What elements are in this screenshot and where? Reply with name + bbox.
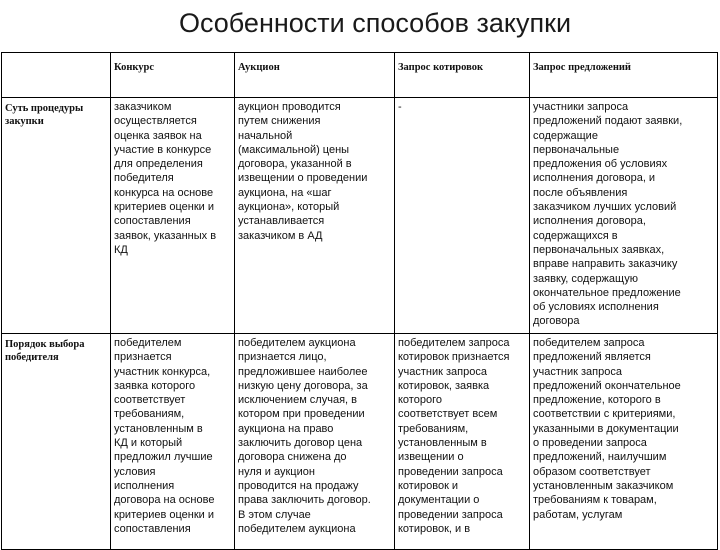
page-title: Особенности способов закупки — [178, 8, 572, 38]
header-cell-zapros-kotirovok: Запрос котировок — [395, 53, 530, 98]
table-cell: победителем запроса котировок признается участник запроса котировок, заявка которого соответствует всем требованиям, установленным в извещении о проведении запроса котировок и документации о проведении запроса котировок, и в — [395, 334, 530, 550]
table-cell: участники запроса предложений подают заявки, содержащие первоначальные предложения об условиях исполнения договора, и после объявления заказчиком лучших условий исполнения договора, содержащихся в первоначальных заявках, вправе направить заказчику заявку, содержащую окончательное предложение об условиях исполнения договора — [530, 98, 718, 334]
header-cell-auktsion: Аукцион — [235, 53, 395, 98]
table-cell: заказчиком осуществляется оценка заявок на участие в конкурсе для определения победителя конкурса на основе критериев оценки и сопоставления заявок, указанных в КД — [111, 98, 235, 334]
header-cell-empty — [2, 53, 111, 98]
table-cell: победителем аукциона признается лицо, предложившее наиболее низкую цену договора, за исключением случая, в котором при проведении аукциона на право заключить договор цена договора снижена до нуля и аукцион проводится на продажу права заключить договор. В этом случае победителем аукциона — [235, 334, 395, 550]
table-cell: аукцион проводится путем снижения начальной (максимальной) цены договора, указанной в извещении о проведении аукциона, на «шаг аукциона», который устанавливается заказчиком в АД — [235, 98, 395, 334]
header-cell-zapros-predlozheniy: Запрос предложений — [530, 53, 718, 98]
table-row — [2, 98, 718, 334]
row-label: Суть процедуры закупки — [2, 98, 111, 334]
table-cell: победителем признается участник конкурса, заявка которого соответствует требованиям, установленным в КД и который предложил лучшие условия исполнения договора на основе критериев оценки и сопоставления — [111, 334, 235, 550]
procurement-methods-table — [1, 52, 718, 550]
table-row — [2, 334, 718, 550]
row-label: Порядок выбора победителя — [2, 334, 111, 550]
table-cell: - — [395, 98, 530, 334]
table-cell: победителем запроса предложений является участник запроса предложений окончательное предложение, которого в соответствии с критериями, указанными в документации о проведении запроса предложений, наилучшим образом соответствует установленным заказчиком требованиям к товарам, работам, услугам — [530, 334, 718, 550]
table-header-row — [2, 53, 718, 98]
header-cell-konkurs: Конкурс — [111, 53, 235, 98]
